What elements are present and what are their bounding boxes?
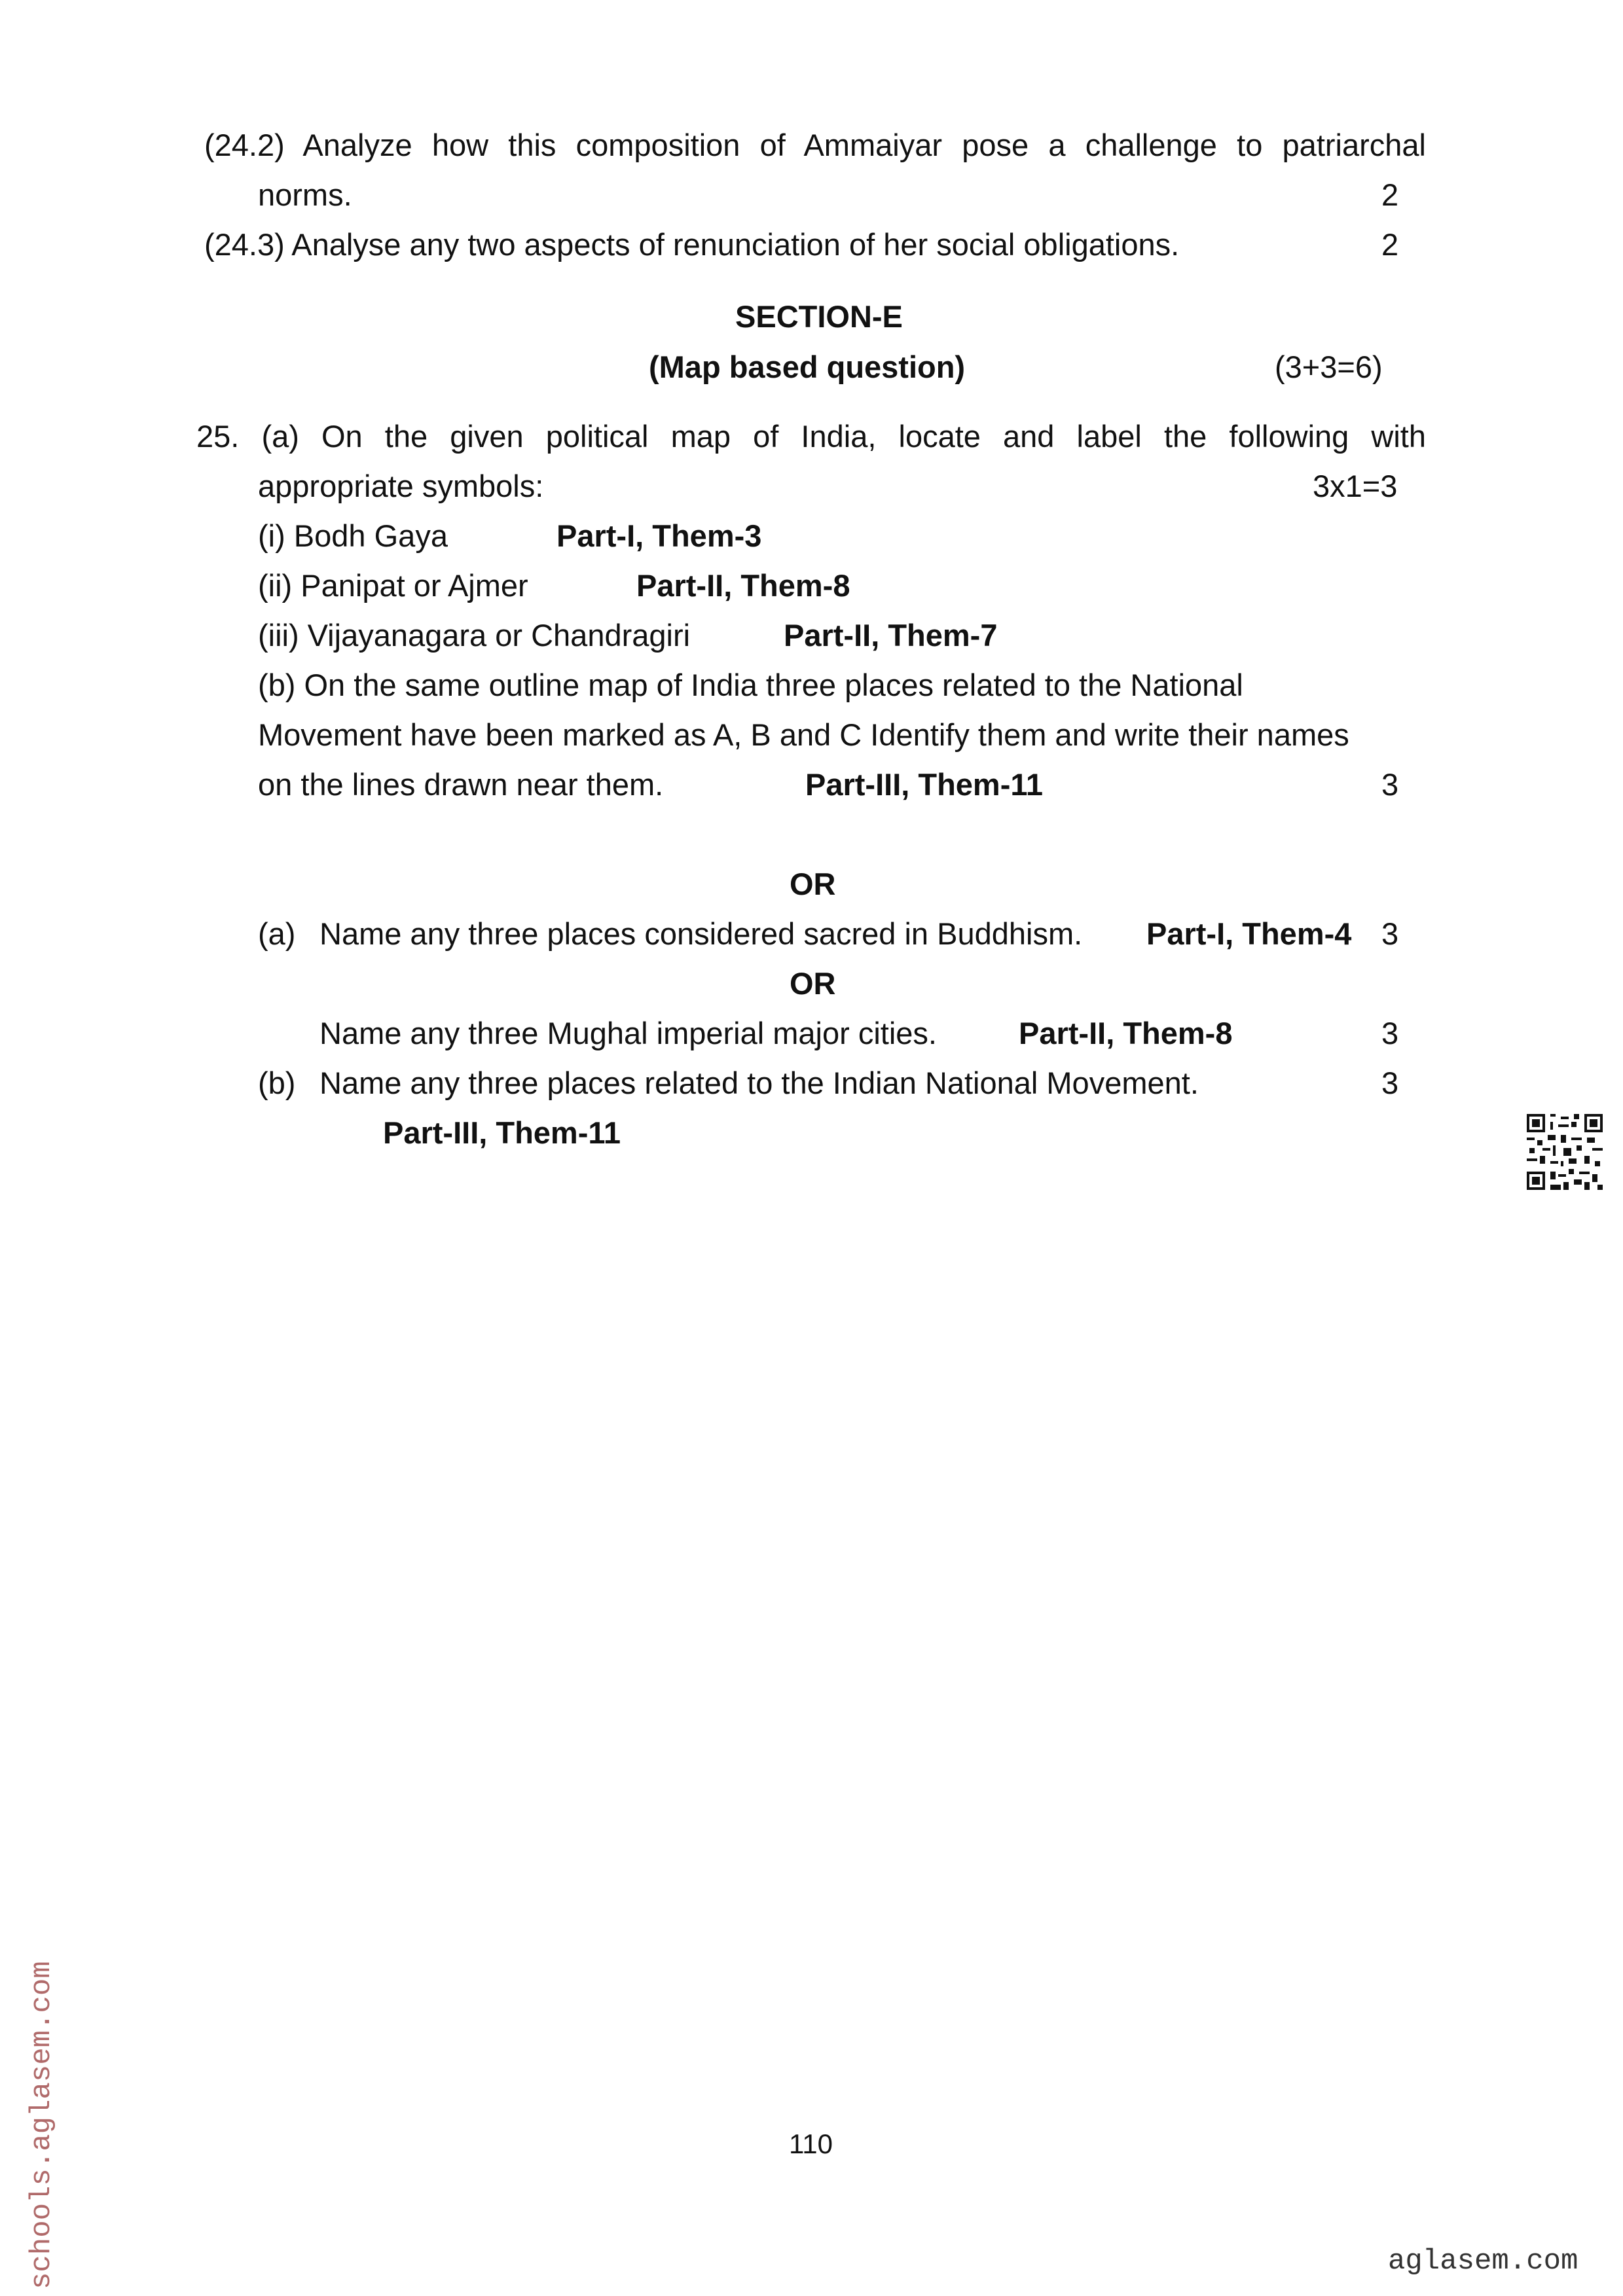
q24-2-line1: (24.2) Analyze how this composition of Ammaiyar pose a challenge to patriarchal: [204, 128, 1426, 162]
alt-a2-ref: Part-II, Them-8: [1019, 1016, 1233, 1050]
alt-a2-marks: 3: [1381, 1016, 1399, 1050]
q25-b-ref: Part-III, Them-11: [805, 767, 1044, 802]
q25-a-marks: 3x1=3: [1313, 469, 1398, 503]
or-divider-2: OR: [790, 966, 836, 1001]
or-divider-1: OR: [790, 867, 836, 901]
page-number: 110: [789, 2128, 833, 2159]
watermark-corner-text[interactable]: aglasem.com: [1388, 2245, 1578, 2278]
q25-a-line2: appropriate symbols:: [258, 469, 544, 503]
q25-item-iii-ref: Part-II, Them-7: [784, 618, 998, 653]
q25-b-line2: Movement have been marked as A, B and C Identify them and write their names: [258, 717, 1349, 752]
q25-item-ii-ref: Part-II, Them-8: [636, 568, 850, 603]
qr-code-icon[interactable]: [1527, 1114, 1603, 1190]
q25-item-ii: (ii) Panipat or Ajmer: [258, 568, 528, 603]
q25-b-marks: 3: [1381, 767, 1399, 802]
alt-b-text: Name any three places related to the Indian National Movement.: [319, 1066, 1199, 1100]
section-marks: (3+3=6): [1275, 350, 1383, 384]
q25-a-line1: 25. (a) On the given political map of India, locate and label the following with: [196, 419, 1426, 454]
section-subtitle: (Map based question): [649, 350, 966, 384]
alt-b-marks: 3: [1381, 1066, 1399, 1100]
watermark-side-text[interactable]: schools.aglasem.com: [26, 1961, 58, 2289]
q24-2-marks: 2: [1381, 177, 1399, 212]
alt-a-label: (a): [258, 916, 296, 951]
q25-item-i-ref: Part-I, Them-3: [556, 518, 762, 553]
section-title: SECTION-E: [735, 299, 903, 334]
q25-b-line3: on the lines drawn near them.: [258, 767, 664, 802]
alt-a-marks: 3: [1381, 916, 1399, 951]
q24-3-text: (24.3) Analyse any two aspects of renunciation of her social obligations.: [204, 227, 1180, 262]
q24-3-marks: 2: [1381, 227, 1399, 262]
q24-2-line2: norms.: [258, 177, 352, 212]
q25-item-i: (i) Bodh Gaya: [258, 518, 448, 553]
alt-a2-text: Name any three Mughal imperial major cities.: [319, 1016, 937, 1050]
alt-b-ref: Part-III, Them-11: [383, 1115, 621, 1150]
alt-a-ref: Part-I, Them-4: [1146, 916, 1352, 951]
q25-item-iii: (iii) Vijayanagara or Chandragiri: [258, 618, 691, 653]
alt-b-label: (b): [258, 1066, 296, 1100]
q25-b-line1: (b) On the same outline map of India three places related to the National: [258, 668, 1243, 702]
alt-a-text: Name any three places considered sacred in Buddhism.: [319, 916, 1083, 951]
